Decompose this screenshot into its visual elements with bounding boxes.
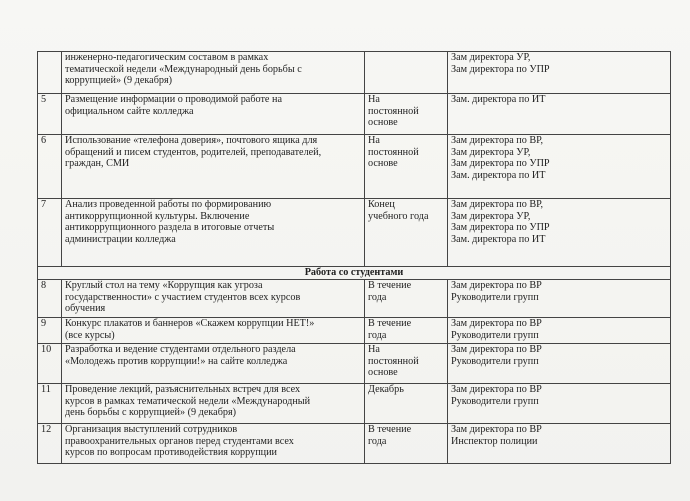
row-number: 7 [38, 199, 62, 267]
table-row [38, 135, 671, 199]
task-line: «Молодежь против коррупции!» на сайте колледжа [65, 355, 288, 367]
section-title: Работа со студентами [38, 267, 671, 280]
task-line: администрации колледжа [65, 233, 176, 245]
responsible-line: Руководители групп [451, 291, 539, 303]
task-line: правоохранительных органов перед студентами всех [65, 435, 294, 447]
task-line: Проведение лекций, разъяснительных встреч для всех [65, 384, 301, 395]
term-line: основе [368, 367, 398, 379]
task-line: день борьбы с коррупцией» (9 декабря) [65, 407, 237, 419]
responsible-line: Инспектор полиции [451, 435, 538, 447]
responsible-line: Зам директора по УПР [451, 158, 550, 170]
term-line: Декабрь [368, 384, 404, 395]
table-row [38, 280, 671, 318]
task-line: Анализ проведенной работы по формированию [65, 199, 272, 210]
table-row [38, 318, 671, 344]
task-line: Организация выступлений сотрудников [65, 424, 238, 435]
responsible-line: Зам директора УР, [451, 52, 531, 63]
table-row [38, 384, 671, 424]
cell-responsible [448, 94, 671, 135]
cell-task [62, 344, 365, 384]
term-line: На [368, 344, 380, 355]
responsible-line: Зам директора по УПР [451, 63, 550, 75]
responsible-line: Зам директора по УПР [451, 222, 550, 234]
row-number: 9 [38, 318, 62, 344]
row-number: 5 [38, 94, 62, 135]
cell-term [365, 384, 448, 424]
row-number: 6 [38, 135, 62, 199]
term-line: основе [368, 158, 398, 170]
responsible-line: Зам директора по ВР, [451, 199, 544, 210]
term-line: основе [368, 117, 398, 129]
term-line: постоянной [368, 355, 419, 367]
cell-task [62, 384, 365, 424]
cell-task [62, 424, 365, 464]
row-number: 11 [38, 384, 62, 424]
term-line: На [368, 135, 380, 146]
cell-term [365, 52, 448, 94]
term-line: учебного года [368, 210, 429, 222]
cell-responsible [448, 199, 671, 267]
row-number: 12 [38, 424, 62, 464]
cell-responsible [448, 280, 671, 318]
table-row [38, 344, 671, 384]
cell-task [62, 52, 365, 94]
task-line: курсов по вопросам противодействия коррупции [65, 447, 278, 459]
cell-responsible [448, 135, 671, 199]
term-line: постоянной [368, 146, 419, 158]
cell-responsible [448, 424, 671, 464]
cell-term [365, 424, 448, 464]
cell-term [365, 318, 448, 344]
cell-responsible [448, 52, 671, 94]
responsible-line: Зам. директора по ИТ [451, 169, 546, 181]
term-line: В течение [368, 280, 412, 291]
task-line: обучения [65, 303, 106, 315]
cell-task [62, 94, 365, 135]
responsible-line: Руководители групп [451, 395, 539, 407]
cell-task [62, 199, 365, 267]
section-header-row [38, 267, 671, 280]
task-line: антикоррупционного раздела в итоговые отчеты [65, 222, 275, 234]
responsible-line: Зам. директора по ИТ [451, 94, 546, 105]
task-line: Использование «телефона доверия», почтового ящика для [65, 135, 318, 146]
responsible-line: Зам директора по ВР [451, 280, 542, 291]
term-line: постоянной [368, 105, 419, 117]
table-row [38, 94, 671, 135]
cell-term [365, 199, 448, 267]
plan-table-body [38, 52, 671, 464]
task-line: коррупцией» (9 декабря) [65, 75, 173, 87]
cell-task [62, 318, 365, 344]
responsible-line: Зам директора УР, [451, 210, 531, 222]
task-line: антикоррупционной культуры. Включение [65, 210, 250, 222]
responsible-line: Руководители групп [451, 355, 539, 367]
cell-term [365, 280, 448, 318]
cell-responsible [448, 344, 671, 384]
task-line: государственности» с участием студентов всех курсов [65, 291, 301, 303]
task-line: Размещение информации о проводимой работе на [65, 94, 282, 105]
task-line: Круглый стол на тему «Коррупция как угроза [65, 280, 263, 291]
term-line: года [368, 291, 387, 303]
cell-task [62, 280, 365, 318]
term-line: В течение [368, 424, 412, 435]
task-line: Разработка и ведение студентами отдельного раздела [65, 344, 296, 355]
cell-task [62, 135, 365, 199]
cell-term [365, 135, 448, 199]
table-row [38, 424, 671, 464]
term-line: Конец [368, 199, 395, 210]
term-line: года [368, 329, 387, 341]
responsible-line: Зам директора по ВР [451, 318, 542, 329]
cell-term [365, 344, 448, 384]
task-line: (все курсы) [65, 329, 115, 341]
anticorruption-plan-table [37, 51, 671, 464]
task-line: Конкурс плакатов и баннеров «Скажем коррупции НЕТ!» [65, 318, 315, 329]
row-number: 8 [38, 280, 62, 318]
responsible-line: Зам директора по ВР [451, 384, 542, 395]
responsible-line: Руководители групп [451, 329, 539, 341]
responsible-line: Зам директора по ВР [451, 424, 542, 435]
row-number: 10 [38, 344, 62, 384]
task-line: официальном сайте колледжа [65, 105, 194, 117]
row-number [38, 52, 62, 94]
table-row [38, 199, 671, 267]
cell-term [365, 94, 448, 135]
task-line: тематической недели «Международный день борьбы с [65, 63, 302, 75]
responsible-line: Зам директора по ВР, [451, 135, 544, 146]
term-line: года [368, 435, 387, 447]
responsible-line: Зам директора УР, [451, 146, 531, 158]
responsible-line: Зам директора по ВР [451, 344, 542, 355]
cell-responsible [448, 318, 671, 344]
responsible-line: Зам. директора по ИТ [451, 233, 546, 245]
task-line: обращений и писем студентов, родителей, преподавателей, [65, 146, 322, 158]
task-line: курсов в рамках тематической недели «Международный [65, 395, 311, 407]
cell-responsible [448, 384, 671, 424]
term-line: На [368, 94, 380, 105]
task-line: граждан, СМИ [65, 158, 130, 170]
task-line: инженерно-педагогическим составом в рамках [65, 52, 269, 63]
table-row [38, 52, 671, 94]
term-line: В течение [368, 318, 412, 329]
